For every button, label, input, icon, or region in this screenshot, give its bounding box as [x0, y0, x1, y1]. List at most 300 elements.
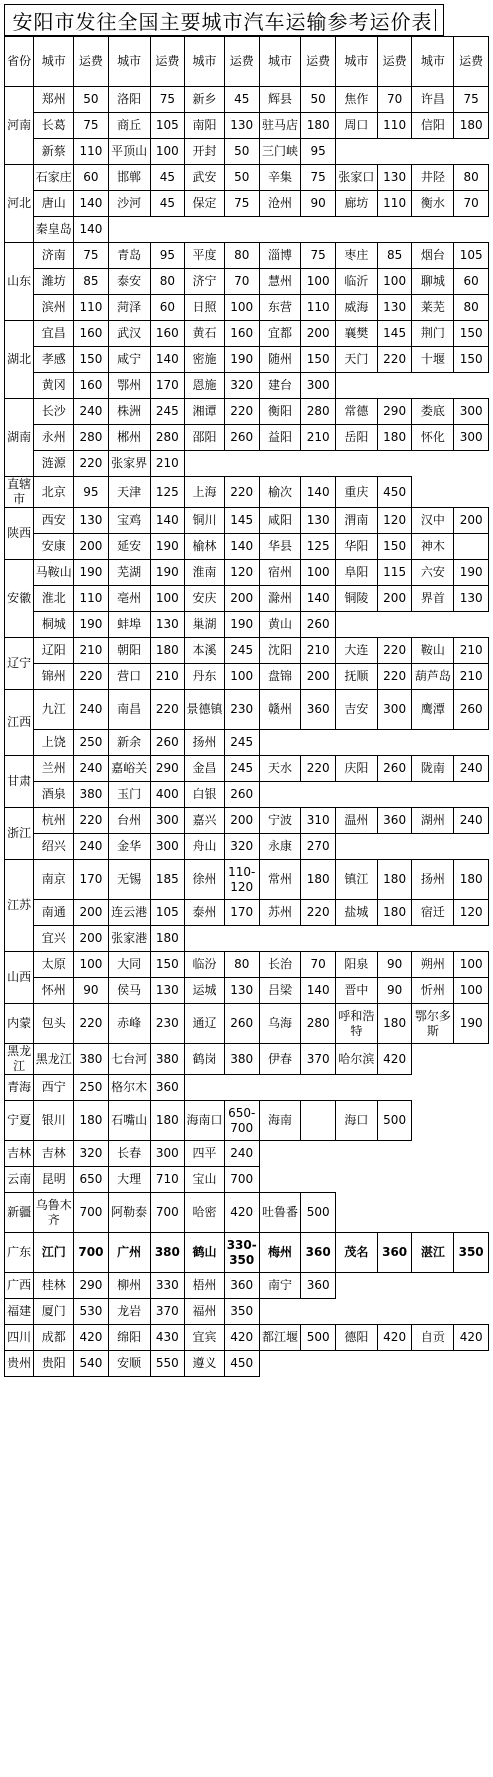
city-cell: 舟山	[185, 834, 225, 860]
fare-cell: 180	[377, 1004, 412, 1044]
page-title	[4, 4, 444, 36]
city-cell: 襄樊	[335, 321, 377, 347]
table-row	[5, 1167, 489, 1193]
table-row	[5, 243, 489, 269]
province-cell: 辽宁	[5, 638, 34, 690]
fare-cell: 210	[150, 664, 185, 690]
fare-cell: 245	[224, 638, 259, 664]
fare-cell: 530	[74, 1299, 109, 1325]
city-cell: 孝感	[34, 347, 74, 373]
city-cell: 密施	[185, 347, 225, 373]
fare-cell: 200	[301, 664, 336, 690]
fare-cell: 180	[301, 113, 336, 139]
fare-cell: 420	[224, 1325, 259, 1351]
table-row	[5, 321, 489, 347]
fare-cell: 380	[74, 1044, 109, 1075]
fare-cell: 100	[377, 269, 412, 295]
city-cell: 泰州	[185, 900, 225, 926]
city-cell: 益阳	[259, 425, 301, 451]
fare-cell: 110	[74, 295, 109, 321]
province-cell: 宁夏	[5, 1101, 34, 1141]
fare-cell: 140	[150, 347, 185, 373]
fare-cell: 200	[74, 900, 109, 926]
city-cell: 扬州	[185, 730, 225, 756]
city-cell: 海南	[259, 1101, 301, 1141]
province-cell: 河北	[5, 165, 34, 243]
city-cell: 天津	[108, 477, 150, 508]
fare-cell: 140	[74, 191, 109, 217]
fare-cell: 80	[454, 165, 489, 191]
city-cell: 海南口	[185, 1101, 225, 1141]
fare-cell: 430	[150, 1325, 185, 1351]
city-cell: 四平	[185, 1141, 225, 1167]
fare-cell: 85	[74, 269, 109, 295]
title-text: 安阳市发往全国主要城市汽车运输参考运价表	[12, 9, 433, 34]
fare-cell: 200	[224, 808, 259, 834]
fare-cell: 710	[150, 1167, 185, 1193]
city-cell: 济南	[34, 243, 74, 269]
city-cell: 铜川	[185, 508, 225, 534]
city-cell: 南昌	[108, 690, 150, 730]
fare-cell: 180	[377, 860, 412, 900]
fare-cell: 245	[224, 756, 259, 782]
city-cell: 建台	[259, 373, 301, 399]
city-cell: 茂名	[335, 1233, 377, 1273]
fare-cell: 125	[150, 477, 185, 508]
table-row	[5, 612, 489, 638]
city-cell: 怀化	[412, 425, 454, 451]
fare-cell: 60	[454, 269, 489, 295]
fare-cell: 240	[74, 690, 109, 730]
header-city: 城市	[259, 37, 301, 87]
fare-cell: 145	[224, 508, 259, 534]
city-cell: 新余	[108, 730, 150, 756]
fare-cell: 380	[150, 1044, 185, 1075]
city-cell: 江门	[34, 1233, 74, 1273]
fare-cell: 240	[74, 834, 109, 860]
fare-cell: 90	[377, 978, 412, 1004]
city-cell: 慧州	[259, 269, 301, 295]
city-cell: 芜湖	[108, 560, 150, 586]
fare-cell: 190	[454, 560, 489, 586]
fare-cell: 200	[377, 586, 412, 612]
fare-cell: 75	[224, 191, 259, 217]
fare-cell: 150	[454, 321, 489, 347]
city-cell: 沧州	[259, 191, 301, 217]
fare-cell: 140	[150, 508, 185, 534]
table-row	[5, 900, 489, 926]
city-cell: 鹤岗	[185, 1044, 225, 1075]
province-cell: 新疆	[5, 1193, 34, 1233]
fare-cell: 245	[150, 399, 185, 425]
fare-cell: 95	[150, 243, 185, 269]
city-cell: 永州	[34, 425, 74, 451]
province-cell: 陕西	[5, 508, 34, 560]
city-cell: 恩施	[185, 373, 225, 399]
city-cell: 株洲	[108, 399, 150, 425]
city-cell: 徐州	[185, 860, 225, 900]
city-cell: 张家界	[108, 451, 150, 477]
city-cell: 辛集	[259, 165, 301, 191]
table-row	[5, 1233, 489, 1273]
fare-cell: 70	[301, 952, 336, 978]
table-row	[5, 534, 489, 560]
city-cell: 成都	[34, 1325, 74, 1351]
city-cell: 银川	[34, 1101, 74, 1141]
city-cell: 海口	[335, 1101, 377, 1141]
city-cell: 朝阳	[108, 638, 150, 664]
table-row	[5, 347, 489, 373]
fare-cell: 110	[301, 295, 336, 321]
city-cell: 长葛	[34, 113, 74, 139]
fare-cell: 220	[74, 808, 109, 834]
fare-cell: 220	[377, 664, 412, 690]
fare-cell: 180	[301, 860, 336, 900]
city-cell: 嘉兴	[185, 808, 225, 834]
fare-cell: 650-700	[224, 1101, 259, 1141]
fare-cell: 400	[150, 782, 185, 808]
fare-cell: 280	[301, 1004, 336, 1044]
fare-cell: 200	[224, 586, 259, 612]
fare-cell: 110	[74, 586, 109, 612]
fare-cell: 75	[74, 113, 109, 139]
table-row	[5, 1141, 489, 1167]
fare-cell: 700	[224, 1167, 259, 1193]
table-row	[5, 373, 489, 399]
fare-cell: 120	[224, 560, 259, 586]
city-cell: 苏州	[259, 900, 301, 926]
city-cell: 安顺	[108, 1351, 150, 1377]
header-row	[5, 37, 489, 87]
city-cell: 石嘴山	[108, 1101, 150, 1141]
table-row	[5, 730, 489, 756]
city-cell: 金华	[108, 834, 150, 860]
city-cell: 重庆	[335, 477, 377, 508]
city-cell: 华阳	[335, 534, 377, 560]
province-cell: 山西	[5, 952, 34, 1004]
fare-cell: 60	[74, 165, 109, 191]
city-cell: 长沙	[34, 399, 74, 425]
city-cell: 淮北	[34, 586, 74, 612]
fare-cell: 300	[150, 808, 185, 834]
city-cell: 衡水	[412, 191, 454, 217]
city-cell: 新乡	[185, 87, 225, 113]
city-cell: 永康	[259, 834, 301, 860]
fare-cell: 90	[74, 978, 109, 1004]
city-cell: 鄂州	[108, 373, 150, 399]
city-cell: 泰安	[108, 269, 150, 295]
fare-cell: 200	[454, 508, 489, 534]
province-cell: 湖南	[5, 399, 34, 477]
fare-cell: 500	[377, 1101, 412, 1141]
city-cell: 日照	[185, 295, 225, 321]
table-row	[5, 560, 489, 586]
fare-cell: 140	[224, 534, 259, 560]
city-cell: 张家港	[108, 926, 150, 952]
city-cell: 丹东	[185, 664, 225, 690]
province-cell: 内蒙	[5, 1004, 34, 1044]
fare-cell: 350	[454, 1233, 489, 1273]
city-cell: 黄山	[259, 612, 301, 638]
city-cell: 临汾	[185, 952, 225, 978]
header-fare: 运费	[74, 37, 109, 87]
fare-cell: 220	[74, 664, 109, 690]
city-cell: 涟源	[34, 451, 74, 477]
city-cell: 桂林	[34, 1273, 74, 1299]
table-row	[5, 139, 489, 165]
city-cell: 锦州	[34, 664, 74, 690]
city-cell: 龙岩	[108, 1299, 150, 1325]
fare-cell: 125	[301, 534, 336, 560]
table-row	[5, 756, 489, 782]
fare-cell: 300	[301, 373, 336, 399]
city-cell: 焦作	[335, 87, 377, 113]
city-cell: 济宁	[185, 269, 225, 295]
fare-cell: 700	[150, 1193, 185, 1233]
province-cell: 江苏	[5, 860, 34, 952]
city-cell: 宜宾	[185, 1325, 225, 1351]
fare-cell: 120	[454, 900, 489, 926]
fare-cell: 220	[74, 1004, 109, 1044]
fare-cell: 90	[301, 191, 336, 217]
fare-cell: 45	[224, 87, 259, 113]
city-cell: 湛江	[412, 1233, 454, 1273]
city-cell: 辉县	[259, 87, 301, 113]
city-cell: 武安	[185, 165, 225, 191]
city-cell: 大同	[108, 952, 150, 978]
fare-cell: 100	[454, 978, 489, 1004]
city-cell: 界首	[412, 586, 454, 612]
fare-cell: 300	[454, 399, 489, 425]
city-cell: 洛阳	[108, 87, 150, 113]
city-cell: 鹤山	[185, 1233, 225, 1273]
city-cell: 德阳	[335, 1325, 377, 1351]
city-cell: 自贡	[412, 1325, 454, 1351]
fare-cell: 130	[377, 165, 412, 191]
fare-cell: 70	[377, 87, 412, 113]
city-cell: 吕梁	[259, 978, 301, 1004]
fare-cell: 210	[74, 638, 109, 664]
header-city: 城市	[108, 37, 150, 87]
fare-cell: 75	[454, 87, 489, 113]
fare-cell	[301, 1101, 336, 1141]
city-cell: 三门峡	[259, 139, 301, 165]
city-cell: 吉林	[34, 1141, 74, 1167]
province-cell: 山东	[5, 243, 34, 321]
fare-cell: 450	[377, 477, 412, 508]
fare-cell: 220	[150, 690, 185, 730]
city-cell: 神木	[412, 534, 454, 560]
table-row	[5, 690, 489, 730]
city-cell: 淮南	[185, 560, 225, 586]
city-cell: 白银	[185, 782, 225, 808]
fare-cell: 200	[301, 321, 336, 347]
fare-cell: 100	[454, 952, 489, 978]
fare-cell: 70	[224, 269, 259, 295]
city-cell: 周口	[335, 113, 377, 139]
city-cell: 北京	[34, 477, 74, 508]
table-row	[5, 1004, 489, 1044]
fare-cell: 100	[74, 952, 109, 978]
fare-cell: 80	[150, 269, 185, 295]
fare-cell: 105	[150, 113, 185, 139]
city-cell: 南宁	[259, 1273, 301, 1299]
fare-cell: 95	[74, 477, 109, 508]
city-cell: 吐鲁番	[259, 1193, 301, 1233]
fare-cell: 190	[150, 534, 185, 560]
city-cell: 咸宁	[108, 347, 150, 373]
city-cell: 呼和浩特	[335, 1004, 377, 1044]
fare-cell: 240	[224, 1141, 259, 1167]
city-cell: 菏泽	[108, 295, 150, 321]
city-cell: 汉中	[412, 508, 454, 534]
fare-cell: 190	[454, 1004, 489, 1044]
fare-cell: 330	[150, 1273, 185, 1299]
fare-cell: 380	[74, 782, 109, 808]
fare-cell: 80	[454, 295, 489, 321]
city-cell: 温州	[335, 808, 377, 834]
city-cell: 葫芦岛	[412, 664, 454, 690]
city-cell: 梅州	[259, 1233, 301, 1273]
fare-cell: 260	[224, 425, 259, 451]
city-cell: 阜阳	[335, 560, 377, 586]
fare-cell: 260	[224, 1004, 259, 1044]
province-cell: 河南	[5, 87, 34, 165]
city-cell: 绍兴	[34, 834, 74, 860]
table-row	[5, 1193, 489, 1233]
fare-cell: 130	[224, 978, 259, 1004]
fare-cell: 100	[301, 560, 336, 586]
fare-cell: 300	[150, 1141, 185, 1167]
city-cell: 湖州	[412, 808, 454, 834]
header-province: 省份	[5, 37, 34, 87]
fare-cell: 220	[74, 451, 109, 477]
city-cell: 岳阳	[335, 425, 377, 451]
fare-cell: 95	[301, 139, 336, 165]
fare-cell: 320	[74, 1141, 109, 1167]
city-cell: 广州	[108, 1233, 150, 1273]
fare-cell: 360	[301, 1273, 336, 1299]
city-cell: 廊坊	[335, 191, 377, 217]
table-row	[5, 952, 489, 978]
fare-cell: 45	[150, 191, 185, 217]
header-city: 城市	[335, 37, 377, 87]
fare-cell: 190	[224, 612, 259, 638]
fare-cell: 100	[224, 664, 259, 690]
city-cell: 辽阳	[34, 638, 74, 664]
fare-cell: 75	[74, 243, 109, 269]
city-cell: 伊春	[259, 1044, 301, 1075]
city-cell: 随州	[259, 347, 301, 373]
fare-cell: 200	[74, 926, 109, 952]
fare-cell: 105	[150, 900, 185, 926]
city-cell: 天水	[259, 756, 301, 782]
city-cell: 玉门	[108, 782, 150, 808]
table-row	[5, 508, 489, 534]
table-row	[5, 191, 489, 217]
fare-cell: 500	[301, 1193, 336, 1233]
city-cell: 威海	[335, 295, 377, 321]
city-cell: 怀州	[34, 978, 74, 1004]
city-cell: 阳泉	[335, 952, 377, 978]
city-cell: 本溪	[185, 638, 225, 664]
fare-cell: 190	[74, 612, 109, 638]
city-cell: 郴州	[108, 425, 150, 451]
fare-cell: 75	[301, 243, 336, 269]
fare-cell: 380	[224, 1044, 259, 1075]
city-cell: 绵阳	[108, 1325, 150, 1351]
city-cell: 大连	[335, 638, 377, 664]
city-cell: 亳州	[108, 586, 150, 612]
table-row	[5, 1101, 489, 1141]
province-cell: 安徽	[5, 560, 34, 638]
city-cell: 都江堰	[259, 1325, 301, 1351]
fare-cell: 110	[377, 113, 412, 139]
province-cell: 贵州	[5, 1351, 34, 1377]
table-row	[5, 808, 489, 834]
fare-cell: 80	[224, 952, 259, 978]
city-cell: 晋中	[335, 978, 377, 1004]
fare-cell: 380	[150, 1233, 185, 1273]
city-cell: 南通	[34, 900, 74, 926]
city-cell: 娄底	[412, 399, 454, 425]
city-cell: 信阳	[412, 113, 454, 139]
fare-cell: 220	[224, 399, 259, 425]
city-cell: 鞍山	[412, 638, 454, 664]
fare-cell: 170	[150, 373, 185, 399]
fare-cell: 360	[224, 1273, 259, 1299]
table-row	[5, 217, 489, 243]
city-cell: 运城	[185, 978, 225, 1004]
table-row	[5, 834, 489, 860]
city-cell: 金昌	[185, 756, 225, 782]
fare-cell: 90	[377, 952, 412, 978]
fare-cell: 170	[74, 860, 109, 900]
fare-cell: 230	[150, 1004, 185, 1044]
fare-cell: 180	[150, 638, 185, 664]
city-cell: 朔州	[412, 952, 454, 978]
city-cell: 井陉	[412, 165, 454, 191]
city-cell: 榆次	[259, 477, 301, 508]
city-cell: 大理	[108, 1167, 150, 1193]
city-cell: 长春	[108, 1141, 150, 1167]
city-cell: 六安	[412, 560, 454, 586]
fare-cell: 280	[301, 399, 336, 425]
province-cell: 青海	[5, 1075, 34, 1101]
fare-cell: 110	[74, 139, 109, 165]
city-cell: 榆林	[185, 534, 225, 560]
fare-cell: 150	[454, 347, 489, 373]
table-row	[5, 782, 489, 808]
city-cell: 七台河	[108, 1044, 150, 1075]
fare-cell: 80	[224, 243, 259, 269]
fare-cell: 210	[454, 664, 489, 690]
city-cell: 蚌埠	[108, 612, 150, 638]
city-cell: 庆阳	[335, 756, 377, 782]
province-cell: 甘肃	[5, 756, 34, 808]
fare-cell: 240	[454, 808, 489, 834]
fare-cell: 190	[150, 560, 185, 586]
city-cell: 平顶山	[108, 139, 150, 165]
fare-cell: 145	[377, 321, 412, 347]
city-cell: 梧州	[185, 1273, 225, 1299]
city-cell: 开封	[185, 139, 225, 165]
fare-cell: 700	[74, 1233, 109, 1273]
fare-cell: 260	[150, 730, 185, 756]
city-cell: 天门	[335, 347, 377, 373]
city-cell: 宜兴	[34, 926, 74, 952]
header-fare: 运费	[150, 37, 185, 87]
